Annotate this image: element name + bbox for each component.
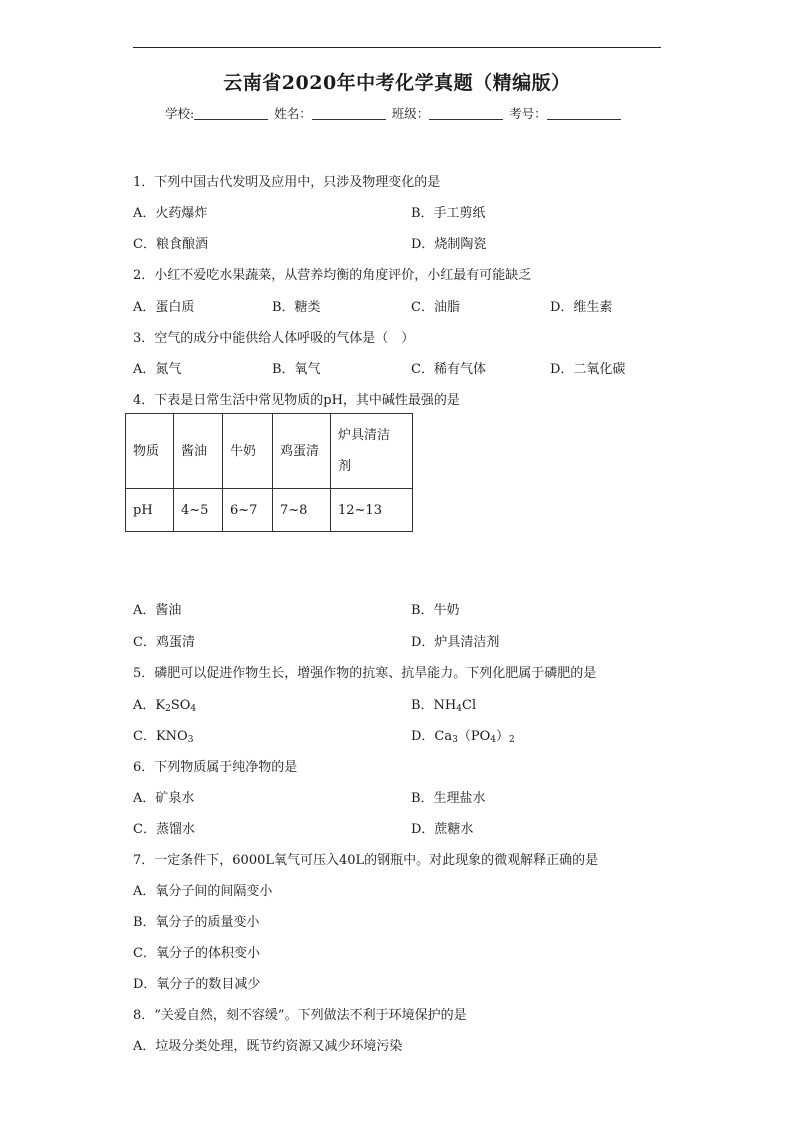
question-7-stem: 7．一定条件下，6000L氧气可压入40L的钢瓶中。对此现象的微观解释正确的是 [133,853,599,868]
question-8-stem: 8．“关爱自然，刻不容缓”。下列做法不利于环境保护的是 [133,1008,467,1023]
q1-option-b[interactable]: B．手工剪纸 [411,206,486,221]
table-cell: pH [126,489,174,532]
top-rule [133,47,661,48]
question-1-stem: 1．下列中国古代发明及应用中，只涉及物理变化的是 [133,175,441,190]
page-title: 云南省2020年中考化学真题（精编版） [223,72,571,94]
table-cell: 酱油 [174,414,223,489]
number-blank[interactable] [547,107,621,120]
q3-option-d[interactable]: D．二氧化碳 [550,362,626,377]
q1-option-c[interactable]: C．粮食酿酒 [133,237,208,252]
q2-option-b[interactable]: B．糖类 [272,300,321,315]
q4-option-b[interactable]: B．牛奶 [411,603,460,618]
table-cell: 鸡蛋清 [273,414,331,489]
q3-option-b[interactable]: B．氧气 [272,362,321,377]
q2-option-a[interactable]: A．蛋白质 [133,300,195,315]
q8-option-a[interactable]: A．垃圾分类处理，既节约资源又减少环境污染 [133,1039,403,1054]
table-cell: 7~8 [273,489,331,532]
q6-option-a[interactable]: A．矿泉水 [133,791,195,806]
question-3-stem: 3．空气的成分中能供给人体呼吸的气体是（ ） [133,331,415,346]
q7-option-c[interactable]: C．氧分子的体积变小 [133,946,260,961]
cell-line-2: 剂 [338,459,352,474]
school-blank[interactable] [194,107,268,120]
q3-option-a[interactable]: A．氮气 [133,362,182,377]
table-cell: 6~7 [223,489,273,532]
q4-option-a[interactable]: A．酱油 [133,603,182,618]
q1-option-d[interactable]: D．烧制陶瓷 [411,237,487,252]
q1-option-a[interactable]: A．火药爆炸 [133,206,208,221]
q6-option-c[interactable]: C．蒸馏水 [133,822,195,837]
class-blank[interactable] [429,107,503,120]
number-label: 考号： [509,106,547,121]
q2-option-d[interactable]: D．维生素 [550,300,613,315]
q5-option-a[interactable]: A．$K_2SO_4$ [133,698,197,714]
question-6-stem: 6．下列物质属于纯净物的是 [133,760,298,775]
student-info [165,104,623,122]
q5-option-d[interactable]: D．$Ca_3(PO_4)_2$ [411,729,515,745]
q7-option-a[interactable]: A．氧分子间的间隔变小 [133,884,273,899]
table-cell: 12~13 [331,489,413,532]
table-header-row [126,414,413,489]
q5-option-c[interactable]: C．$KNO_3$ [133,729,194,745]
table-cell: 4~5 [174,489,223,532]
table-cell: 牛奶 [223,414,273,489]
q4-option-d[interactable]: D．炉具清洁剂 [411,635,500,650]
school-label: 学校: [165,106,195,121]
name-label: 姓名： [274,106,312,121]
q3-option-c[interactable]: C．稀有气体 [411,362,486,377]
table-row [126,489,413,532]
q4-option-c[interactable]: C．鸡蛋清 [133,635,195,650]
ph-table [125,413,413,532]
table-cell [331,414,413,489]
name-blank[interactable] [312,107,386,120]
q7-option-b[interactable]: B．氧分子的质量变小 [133,915,260,930]
question-2-stem: 2．小红不爱吃水果蔬菜，从营养均衡的角度评价，小红最有可能缺乏 [133,268,532,283]
q7-option-d[interactable]: D．氧分子的数目减少 [133,977,261,992]
q2-option-c[interactable]: C．油脂 [411,300,460,315]
cell-line-1: 炉具清洁 [338,428,391,443]
question-5-stem: 5．磷肥可以促进作物生长，增强作物的抗寒、抗旱能力。下列化肥属于磷肥的是 [133,666,597,681]
class-label: 班级： [391,106,430,121]
table-cell: 物质 [126,414,174,489]
q5-option-b[interactable]: B．$NH_4Cl$ [411,698,477,714]
q6-option-b[interactable]: B．生理盐水 [411,791,486,806]
question-4-stem: 4．下表是日常生活中常见物质的pH，其中碱性最强的是 [133,393,460,408]
q6-option-d[interactable]: D．蔗糖水 [411,822,474,837]
